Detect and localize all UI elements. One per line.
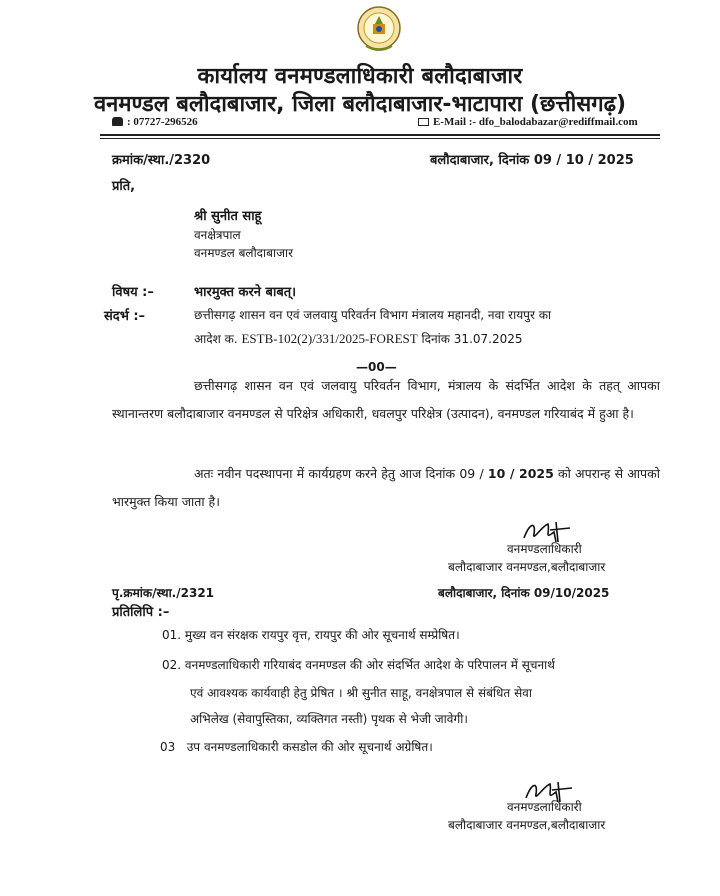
reference-line-2: आदेश क. ESTB-102(2)/331/2025-FOREST दिनांक 31.07.2025 — [194, 331, 523, 346]
addressee-name: श्री सुनीत साहू — [194, 209, 262, 224]
section-divider: —00— — [356, 360, 397, 374]
telephone-icon — [112, 117, 123, 126]
phone-contact — [112, 116, 198, 128]
reference-number: क्रमांक/स्था./2320 — [112, 153, 211, 168]
relief-date: 10 / 2025 — [487, 466, 554, 481]
email-address: E-Mail :- dfo_balodabazar@rediffmail.com — [433, 116, 638, 128]
copy-signatory-title: वनमण्डलाधिकारी — [507, 800, 582, 814]
envelope-icon — [418, 118, 429, 126]
copy-label: प्रतिलिपि :– — [112, 605, 170, 620]
signatory-title: वनमण्डलाधिकारी — [507, 542, 582, 556]
office-subtitle: वनमण्डल बलौदाबाजार, जिला बलौदाबाजार-भाटापारा (छत्तीसगढ़) — [93, 92, 627, 117]
phone-number: : 07727-296526 — [127, 116, 198, 128]
body-paragraph-2: अतः नवीन पदस्थापना में कार्यग्रहण करने हेतु आज दिनांक 09 / 10 / 2025 को अपरान्ह से आपको भारमुक्त किया जाता है। — [112, 466, 660, 509]
header-rule-thin — [100, 138, 660, 139]
reference-line-1: छत्तीसगढ़ शासन वन एवं जलवायु परिवर्तन विभाग मंत्रालय महानदी, नवा रायपुर का — [194, 308, 552, 322]
addressee-designation: वनक्षेत्रपाल — [194, 228, 241, 242]
reference-label: संदर्भ :– — [104, 309, 146, 324]
copy-place-and-date: बलौदाबाजार, दिनांक 09/10/2025 — [438, 586, 610, 600]
order-number: ESTB-102(2)/331/2025-FOREST — [241, 331, 418, 346]
state-emblem-icon — [356, 4, 402, 56]
copy-item-3: 03 उप वनमण्डलाधिकारी कसडोल की ओर सूचनार्थ अग्रेषित। — [160, 740, 433, 754]
to-label: प्रति, — [112, 179, 136, 194]
copy-item-2-line-2: एवं आवश्यक कार्यवाही हेतु प्रेषित । श्री सुनीत साहू, वनक्षेत्रपाल से संबंधित सेवा — [190, 686, 532, 700]
place-and-date: बलौदाबाजार, दिनांक 09 / 10 / 2025 — [430, 153, 634, 168]
addressee-office: वनमण्डल बलौदाबाजार — [194, 246, 294, 260]
signatory-office: बलौदाबाजार वनमण्डल,बलौदाबाजार — [448, 560, 606, 574]
copy-signatory-office: बलौदाबाजार वनमण्डल,बलौदाबाजार — [448, 818, 606, 832]
copy-item-2: 02. वनमण्डलाधिकारी गरियाबंद वनमण्डल की ओर संदर्भित आदेश के परिपालन में सूचनार्थ — [162, 658, 555, 672]
subject-text: भारमुक्त करने बाबत्। — [194, 285, 297, 300]
copy-item-1: 01. मुख्य वन संरक्षक रायपुर वृत्त, रायपुर की ओर सूचनार्थ सम्प्रेषित। — [162, 628, 460, 642]
copy-reference-number: पृ.क्रमांक/स्था./2321 — [112, 586, 215, 600]
subject-label: विषय :– — [112, 285, 154, 300]
body-paragraph-1: छत्तीसगढ़ शासन वन एवं जलवायु परिवर्तन विभाग, मंत्रालय के संदर्भित आदेश के तहत् आपका स्थानान्तरण बलौदाबाजार वनमण्डल से परिक्षेत्र अधिकारी, धवलपुर परिक्षेत्र (उत्पादन), वनमण्डल गरियाबंद में हुआ है। — [112, 378, 660, 421]
office-title: कार्यालय वनमण्डलाधिकारी बलौदाबाजार — [197, 64, 523, 89]
header-rule — [100, 134, 660, 136]
email-contact — [418, 116, 638, 128]
copy-item-2-line-3: अभिलेख (सेवापुस्तिका, व्यक्तिगत नस्ती) पृथक से भेजी जावेगी। — [190, 712, 468, 726]
